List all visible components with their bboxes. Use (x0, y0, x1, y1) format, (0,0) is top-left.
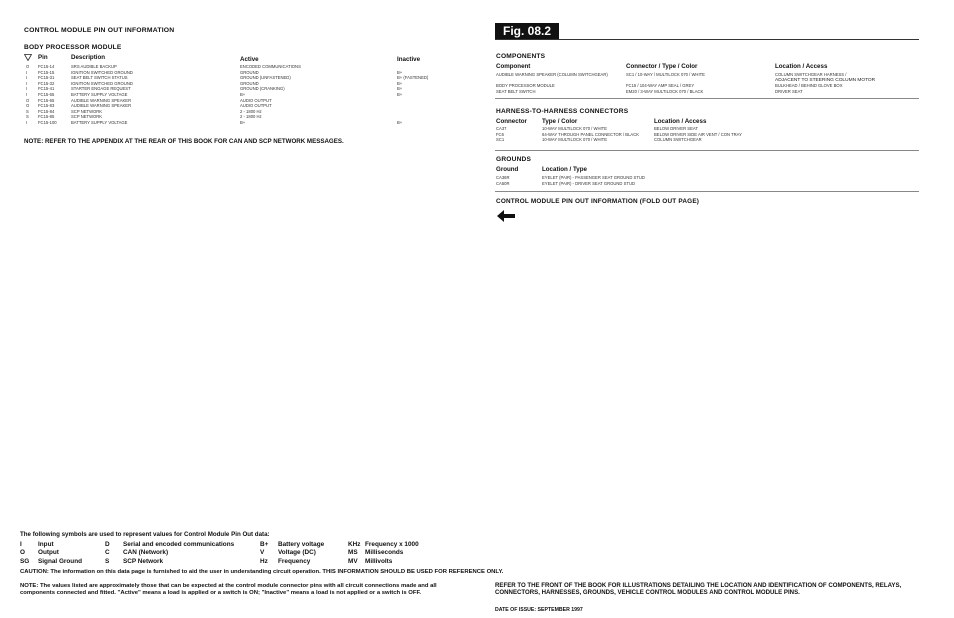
pin-io: I (26, 80, 28, 86)
col-head-inactive: Inactive (397, 56, 421, 63)
legend-key: Hz (260, 557, 268, 565)
ground-location: EYELET (PAIR) - PASSENGER SEAT GROUND STUD (542, 175, 645, 180)
legend-key: MS (348, 549, 358, 557)
pin-id: FC15-65 (38, 91, 55, 97)
col-head-active: Active (240, 56, 259, 63)
legend-col-1 (20, 541, 82, 566)
harness-type: 10-WAY MULTILOCK 070 / WHITE (542, 126, 607, 131)
pin-active: GROUND (CRANKING) (240, 86, 285, 92)
legend-value: Battery voltage (278, 541, 325, 548)
pin-inactive: B+ (397, 86, 403, 92)
col-head-connector: Connector / Type / Color (626, 63, 698, 70)
pin-io: I (26, 91, 28, 97)
pin-description: SRS AUDIBLE BACKUP (71, 64, 117, 69)
pin-active: GROUND (240, 80, 259, 86)
header-rule (495, 39, 919, 40)
legend-title: The following symbols are used to represent values for Control Module Pin Out data: (20, 531, 270, 538)
network-note: NOTE: REFER TO THE APPENDIX AT THE REAR OF THIS BOOK FOR CAN AND SCP NETWORK MESSAGES. (24, 138, 344, 145)
pin-id: FC15-84 (38, 108, 55, 114)
ground-id: CA36R (496, 175, 510, 180)
component-connector: FC15 / 104-WAY AMP SEAL / GREY (626, 83, 695, 89)
legend-key: C (105, 549, 110, 557)
legend-key: O (20, 549, 25, 557)
pin-active: AUDIO OUTPUT (240, 103, 272, 109)
component-name: AUDIBLE WARNING SPEAKER (COLUMN SWITCHGEAR) (496, 72, 608, 77)
pin-description: AUDIBLE WARNING SPEAKER (71, 103, 132, 109)
legend-key: SG (20, 557, 30, 565)
legend-value: Output (38, 549, 59, 557)
pin-inactive: B+ (FASTENED) (397, 75, 429, 81)
ground-location: EYELET (PAIR) - DRIVER SEAT GROUND STUD (542, 180, 635, 186)
section-title: BODY PROCESSOR MODULE (24, 44, 122, 51)
legend-value: Voltage (DC) (278, 549, 316, 557)
pin-io: I (26, 119, 28, 125)
col-head-component: Component (496, 63, 531, 70)
col-head-description: Description (71, 54, 106, 61)
page-header: CONTROL MODULE PIN OUT INFORMATION (24, 27, 175, 34)
pin-inactive-column (397, 64, 428, 126)
pin-description: IGNITION SWITCHED GROUND (71, 80, 133, 86)
col-head-harness-location: Location / Access (654, 118, 707, 125)
col-head-ground: Ground (496, 166, 519, 173)
pin-active: 2 - 1800 Hz (240, 114, 262, 120)
pin-io: I (26, 75, 28, 81)
legend-key: S (105, 557, 110, 565)
pin-active: ENCODED COMMUNICATIONS (240, 64, 301, 69)
pin-active: B+ (240, 119, 246, 125)
legend-value: Signal Ground (38, 557, 83, 565)
pin-description-column (71, 64, 133, 126)
component-connector: EM20 / 3-WAY MULTILOCK 070 / BLACK (626, 88, 704, 94)
component-location: DRIVER SEAT (775, 88, 803, 94)
fold-out-link[interactable]: CONTROL MODULE PIN OUT INFORMATION (FOLD OUT PAGE) (496, 198, 700, 205)
pin-active: 2 - 1800 Hz (240, 108, 262, 114)
col-head-harness-connector: Connector (496, 118, 527, 125)
pin-inactive: B+ (397, 69, 403, 75)
col-head-harness-type: Type / Color (542, 118, 578, 125)
refer-note-line-1: REFER TO THE FRONT OF THE BOOK FOR ILLUSTRATIONS DETAILING THE LOCATION AND IDENTIFICATION OF COMPONENTS, RELAYS, (495, 582, 902, 589)
component-name: SEAT BELT SWITCH (496, 88, 536, 94)
legend-value: Millivolts (365, 557, 393, 565)
ground-location-column (542, 175, 645, 186)
pin-active: B+ (240, 91, 246, 97)
legend-value: SCP Network (123, 557, 164, 565)
component-location: COLUMN SWITCHGEAR HARNESS / (775, 72, 847, 77)
component-location-column (775, 72, 875, 94)
pin-io-column (26, 64, 29, 126)
refer-note-line-2: CONNECTORS, HARNESSES, GROUNDS, VEHICLE CONTROL MODULES AND CONTROL MODULE PINS. (495, 589, 800, 596)
pin-inactive: B+ (397, 91, 403, 97)
legend-value: Input (38, 541, 54, 548)
pin-io: O (26, 97, 30, 103)
harness-location: COLUMN SWITCHGEAR (654, 137, 702, 143)
grounds-rule (495, 191, 919, 192)
pin-io: O (26, 64, 30, 69)
harness-type: 10-WAY MULTILOCK 070 / WHITE (542, 137, 607, 143)
pin-id: FC15-85 (38, 114, 55, 120)
pin-description: SEAT BELT SWITCH STATUS (71, 75, 128, 81)
component-location: BULKHEAD / BEHIND GLOVE BOX (775, 83, 843, 89)
harness-location: BELOW DRIVER SEAT (654, 126, 698, 131)
component-location: ADJACENT TO STEERING COLUMN MOTOR (775, 77, 876, 83)
pin-id: FC15-14 (38, 64, 55, 69)
pin-id: FC15-65 (38, 97, 55, 103)
pin-description: SCP NETWORK (71, 108, 103, 114)
caution-text: CAUTION: The information on this data page is furnished to aid the user in understanding circuit operation. THIS INFORMATION SHOULD BE USED FOR REFERENCE ONLY. (20, 569, 504, 575)
legend-value: Milliseconds (365, 549, 404, 557)
pin-active-column (240, 64, 301, 126)
legend-key: V (260, 549, 265, 557)
pin-io: O (26, 103, 30, 109)
values-note-line-2: components connected and fitted. "Active" means a load is applied or a switch is ON; "Inactive" means a load is not applied or a switch is OFF. (20, 590, 422, 596)
harness-type-column (542, 126, 639, 143)
pin-description: AUDIBLE WARNING SPEAKER (71, 97, 132, 103)
pin-id: FC15-100 (38, 119, 57, 125)
harness-connector: SC1 (496, 137, 505, 143)
pin-active: GROUND (240, 69, 259, 75)
harness-rule (495, 150, 919, 151)
col-head-ground-location: Location / Type (542, 166, 587, 173)
ground-id: CA50R (496, 180, 510, 186)
components-rule (495, 98, 919, 99)
legend-key: I (20, 541, 22, 548)
pin-inactive: B+ (397, 80, 403, 86)
figure-number-badge: Fig. 08.2 (495, 23, 559, 40)
legend-value: CAN (Network) (123, 549, 169, 557)
pin-active: AUDIO OUTPUT (240, 97, 272, 103)
harness-connector-column (496, 126, 506, 143)
pin-inactive: B+ (397, 119, 403, 125)
legend-col-3 (260, 541, 324, 566)
legend-col-2 (105, 541, 234, 566)
grounds-title: GROUNDS (496, 156, 532, 163)
pin-description: IGNITION SWITCHED GROUND (71, 69, 133, 75)
harness-location-column (654, 126, 742, 143)
pin-description: SCP NETWORK (71, 114, 103, 120)
pin-id: FC15-83 (38, 103, 55, 109)
harness-location: BELOW DRIVER SIDE AIR VENT / CON TRAY (654, 131, 742, 137)
pin-id: FC15-15 (38, 69, 55, 75)
pin-description: BATTERY SUPPLY VOLTAGE (71, 91, 128, 97)
pin-id: FC15-31 (38, 75, 55, 81)
components-title: COMPONENTS (496, 53, 546, 60)
component-name: BODY PROCESSOR MODULE (496, 83, 555, 89)
harness-connector: FC6 (496, 131, 504, 137)
legend-key: B+ (260, 541, 269, 548)
pin-io: S (26, 114, 29, 120)
pin-io: S (26, 108, 29, 114)
harness-title: HARNESS-TO-HARNESS CONNECTORS (496, 108, 629, 115)
date-of-issue: DATE OF ISSUE: SEPTEMBER 1997 (495, 607, 583, 613)
pin-id: FC15-41 (38, 86, 55, 92)
harness-connector: CA37 (496, 126, 507, 131)
pin-description: STARTER ENGAGE REQUEST (71, 86, 131, 92)
pin-active: GROUND (UNFASTENED) (240, 75, 291, 81)
pin-id-column (38, 64, 57, 126)
component-name-column (496, 72, 608, 94)
pin-io: I (26, 69, 28, 75)
arrow-left-icon[interactable] (497, 210, 515, 222)
pin-io: I (26, 86, 28, 92)
component-connector-column (626, 72, 705, 94)
pin-id: FC15-32 (38, 80, 55, 86)
col-head-pin: Pin (38, 54, 48, 61)
col-head-location: Location / Access (775, 63, 828, 70)
legend-value: Serial and encoded communications (123, 541, 235, 548)
ground-id-column (496, 175, 510, 186)
values-note-line-1: NOTE: The values listed are approximately those that can be expected at the control module connector pins with all circuit connections made and all (20, 583, 437, 589)
harness-type: 64-WAY THROUGH PANEL CONNECTOR / BLACK (542, 131, 640, 137)
triangle-icon (24, 54, 32, 61)
legend-key: MV (348, 557, 358, 565)
legend-col-4 (348, 541, 419, 566)
legend-value: Frequency (278, 557, 311, 565)
legend-key: KHz (348, 541, 361, 548)
pin-description: BATTERY SUPPLY VOLTAGE (71, 119, 128, 125)
component-connector: SC1 / 10-WAY / MULTILOCK 070 / WHITE (626, 72, 705, 77)
legend-key: D (105, 541, 110, 548)
legend-value: Frequency x 1000 (365, 541, 419, 548)
